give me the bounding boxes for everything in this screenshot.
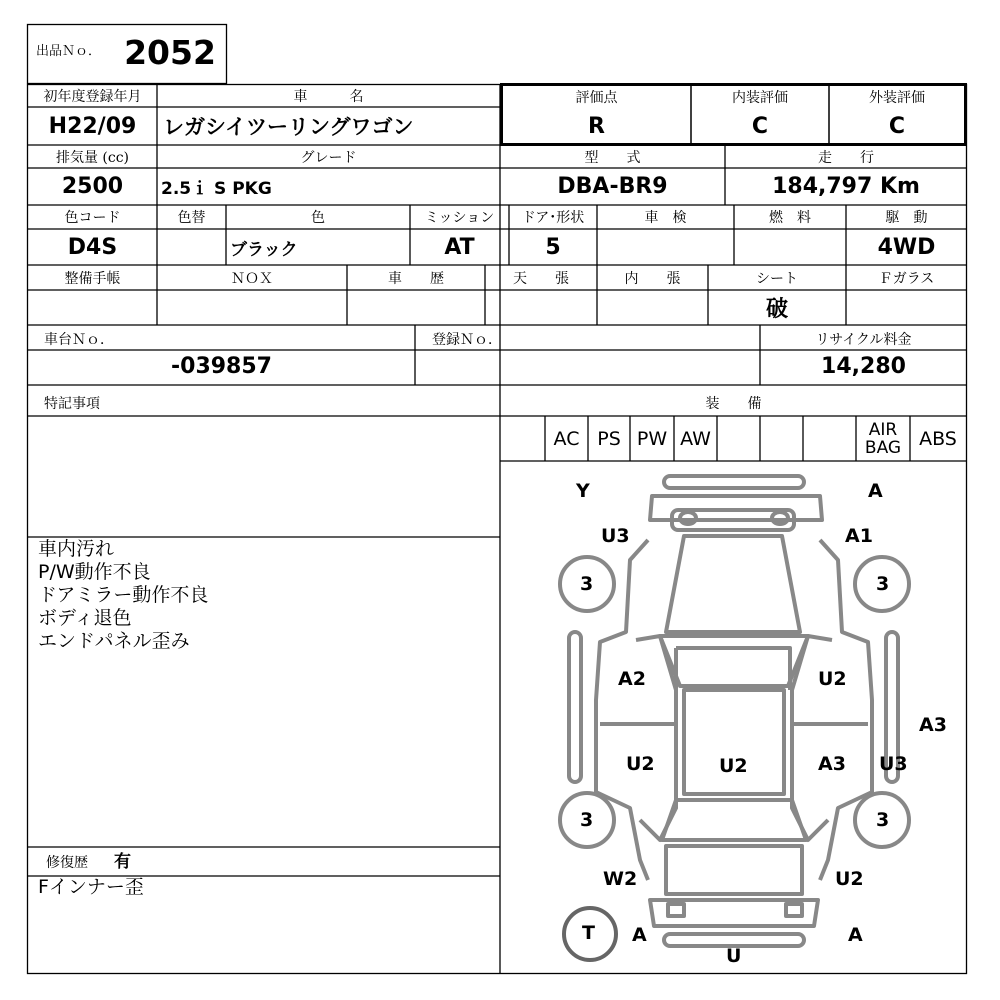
special-notes-list bbox=[38, 538, 208, 653]
note-line: P/W動作不良 bbox=[38, 561, 151, 583]
label-doors: ドア･形状 bbox=[521, 210, 585, 226]
note-line: ボディ退色 bbox=[38, 607, 132, 629]
transmission-value: AT bbox=[444, 234, 475, 260]
label-color-code: 色コード bbox=[64, 210, 121, 226]
mileage-value: 184,797 Km bbox=[772, 174, 920, 199]
damage-top-right: A bbox=[868, 480, 883, 502]
damage-top-left: Y bbox=[576, 480, 590, 502]
equipment-abs: ABS bbox=[919, 427, 957, 450]
grade-value: 2.5ｉ S PKG bbox=[161, 179, 272, 199]
damage-u2-left-door: U2 bbox=[626, 753, 655, 775]
color-change-value bbox=[157, 229, 226, 265]
inspection-value bbox=[597, 229, 734, 265]
label-first-registration: 初年度登録年月 bbox=[43, 89, 142, 105]
label-interior-trim: 内 張 bbox=[624, 270, 681, 287]
label-mileage: 走 行 bbox=[818, 149, 874, 166]
label-registration-number: 登録Ｎｏ． bbox=[432, 332, 502, 348]
damage-u2-rear-right: U2 bbox=[835, 868, 864, 890]
label-interior: 内装評価 bbox=[732, 90, 788, 106]
label-equipment: 装 備 bbox=[705, 396, 762, 412]
registration-number-value bbox=[415, 350, 760, 382]
color-value: ブラック bbox=[230, 239, 298, 260]
displacement-value: 2500 bbox=[61, 174, 124, 199]
label-recycle-fee: リサイクル料金 bbox=[815, 332, 912, 348]
damage-rear-left: A bbox=[632, 924, 647, 946]
label-grade: グレード bbox=[300, 149, 357, 166]
note-line: エンドパネル歪み bbox=[38, 630, 190, 652]
interior-value: C bbox=[751, 113, 769, 139]
label-repair-history: 修復歴 bbox=[46, 855, 88, 871]
label-seat: シート bbox=[756, 270, 798, 287]
tire-rear-right: 3 bbox=[876, 809, 890, 831]
label-front-glass: Ｆガラス bbox=[878, 270, 935, 287]
label-exterior: 外装評価 bbox=[869, 90, 925, 106]
label-color: 色 bbox=[311, 210, 325, 226]
repair-history-value: 有 bbox=[114, 852, 131, 872]
label-inspection: 車 検 bbox=[644, 210, 687, 226]
seat-value: 破 bbox=[765, 297, 788, 322]
fuel-value bbox=[734, 229, 846, 265]
damage-u3-left: U3 bbox=[601, 525, 630, 547]
label-special-notes: 特記事項 bbox=[44, 396, 100, 412]
label-drive: 駆 動 bbox=[885, 210, 928, 226]
damage-u3-right: U3 bbox=[879, 753, 908, 775]
damage-a1-right: A1 bbox=[845, 525, 873, 547]
damage-w2: W2 bbox=[603, 868, 638, 890]
recycle-fee-value: 14,280 bbox=[821, 353, 906, 379]
damage-rear-right: A bbox=[848, 924, 863, 946]
equipment-ps: PS bbox=[597, 427, 621, 450]
color-code-value: D4S bbox=[67, 234, 118, 260]
tire-rear-left: 3 bbox=[580, 809, 594, 831]
lot-number: 2052 bbox=[124, 32, 216, 72]
exterior-value: C bbox=[888, 113, 906, 139]
damage-a3-right-door: A3 bbox=[818, 753, 846, 775]
doors-value: 5 bbox=[545, 234, 561, 260]
equipment-pw: PW bbox=[636, 427, 668, 450]
note-line: ドアミラー動作不良 bbox=[38, 584, 209, 606]
label-headliner: 天 張 bbox=[513, 270, 569, 287]
equipment-aw: AW bbox=[680, 427, 711, 450]
first-registration-value: H22/09 bbox=[48, 113, 137, 139]
label-fuel: 燃 料 bbox=[769, 210, 811, 226]
label-score: 評価点 bbox=[575, 90, 618, 106]
model-value: DBA-BR9 bbox=[557, 174, 668, 199]
note-line: 車内汚れ bbox=[38, 538, 115, 560]
tire-front-right: 3 bbox=[876, 573, 890, 595]
equipment-airbag: AIR BAG bbox=[864, 419, 902, 458]
label-displacement: 排気量 (cc) bbox=[55, 149, 130, 166]
label-history: 車 歴 bbox=[388, 270, 444, 287]
damage-rear-u: U bbox=[726, 945, 742, 967]
drive-value: 4WD bbox=[877, 234, 936, 260]
repair-detail: Fインナー歪 bbox=[38, 876, 144, 898]
label-maintenance-record: 整備手帳 bbox=[64, 270, 121, 287]
damage-u2-right-upper: U2 bbox=[818, 668, 847, 690]
label-nox: ＮＯＸ bbox=[231, 270, 273, 287]
damage-a3-far-right: A3 bbox=[919, 714, 947, 736]
score-value: R bbox=[588, 113, 605, 139]
label-transmission: ミッション bbox=[424, 210, 495, 226]
damage-a2: A2 bbox=[618, 668, 646, 690]
spare-tire: T bbox=[582, 922, 595, 944]
damage-u2-roof: U2 bbox=[719, 755, 748, 777]
equipment-ac: AC bbox=[553, 427, 580, 450]
car-name-value: レガシイツーリングワゴン bbox=[163, 115, 414, 139]
label-model: 型 式 bbox=[584, 149, 641, 166]
chassis-number-value: -039857 bbox=[171, 353, 272, 379]
label-car-name: 車 名 bbox=[293, 89, 364, 105]
lot-label: 出品Ｎｏ． bbox=[36, 43, 102, 59]
label-chassis-number: 車台Ｎｏ． bbox=[44, 332, 114, 348]
label-color-change: 色替 bbox=[177, 210, 206, 226]
tire-front-left: 3 bbox=[580, 573, 594, 595]
